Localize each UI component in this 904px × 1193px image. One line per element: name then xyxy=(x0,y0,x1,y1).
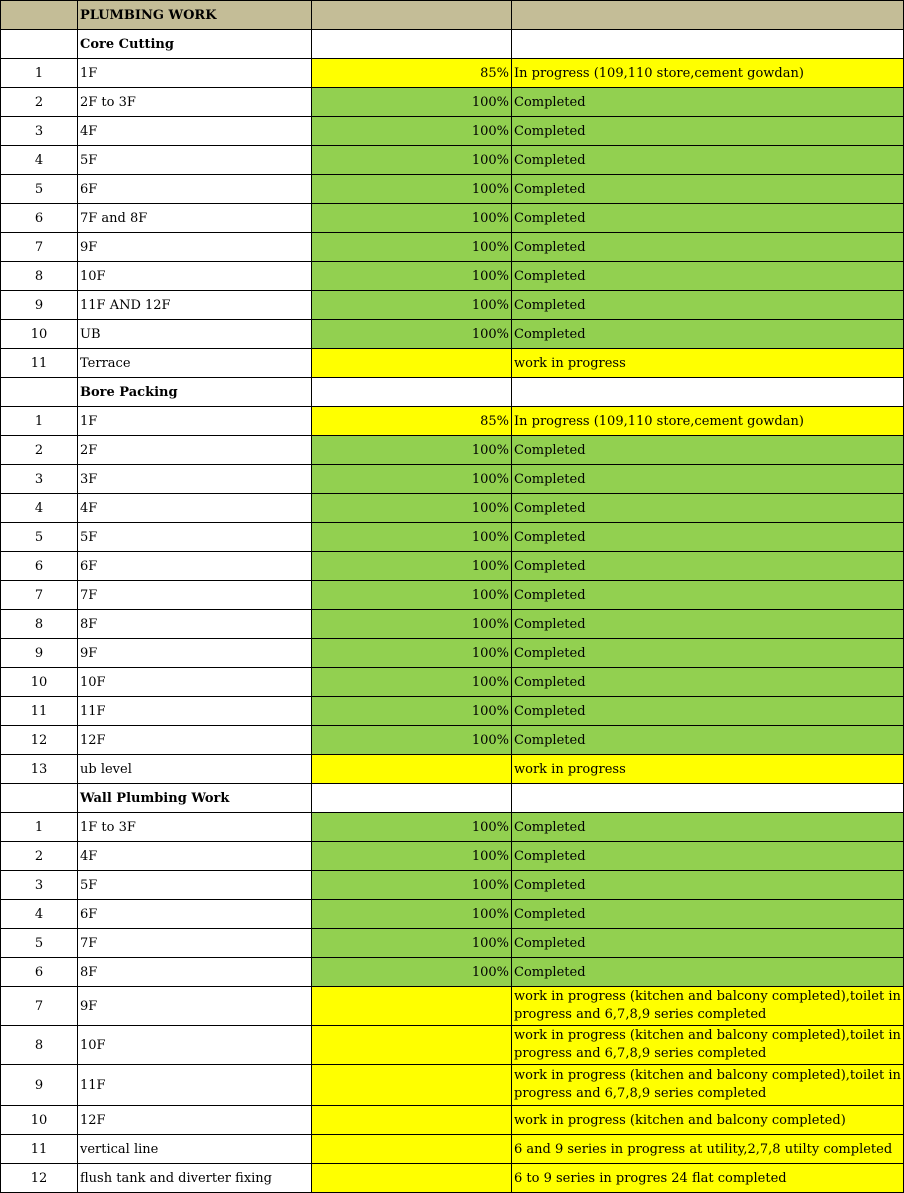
row-percent: 100% xyxy=(312,726,512,755)
row-item: 1F xyxy=(78,59,312,88)
row-status: Completed xyxy=(512,262,904,291)
table-row xyxy=(1,523,904,552)
row-status: Completed xyxy=(512,610,904,639)
row-number: 7 xyxy=(1,581,78,610)
row-number: 13 xyxy=(1,755,78,784)
table-body xyxy=(1,1,904,1193)
section-status-cell xyxy=(512,784,904,813)
row-status: work in progress xyxy=(512,755,904,784)
section-status-cell xyxy=(512,378,904,407)
row-item: 7F xyxy=(78,581,312,610)
row-number: 8 xyxy=(1,1026,78,1065)
table-row xyxy=(1,320,904,349)
row-number: 3 xyxy=(1,117,78,146)
row-number: 7 xyxy=(1,987,78,1026)
row-item: 11F xyxy=(78,697,312,726)
row-percent: 100% xyxy=(312,668,512,697)
row-percent xyxy=(312,1106,512,1135)
row-status: Completed xyxy=(512,523,904,552)
row-percent: 100% xyxy=(312,842,512,871)
row-status: Completed xyxy=(512,958,904,987)
table-row xyxy=(1,900,904,929)
table-row xyxy=(1,465,904,494)
row-item: 4F xyxy=(78,842,312,871)
section-header-row xyxy=(1,30,904,59)
table-row xyxy=(1,175,904,204)
row-percent xyxy=(312,1135,512,1164)
row-item: 3F xyxy=(78,465,312,494)
row-number: 9 xyxy=(1,1065,78,1106)
row-status: In progress (109,110 store,cement gowdan) xyxy=(512,59,904,88)
row-percent: 100% xyxy=(312,494,512,523)
row-status: Completed xyxy=(512,726,904,755)
row-percent: 100% xyxy=(312,436,512,465)
row-status: Completed xyxy=(512,900,904,929)
table-row xyxy=(1,1135,904,1164)
section-header-row xyxy=(1,378,904,407)
table-row xyxy=(1,436,904,465)
table-row xyxy=(1,726,904,755)
section-status-cell xyxy=(512,30,904,59)
row-number: 4 xyxy=(1,900,78,929)
row-status: Completed xyxy=(512,233,904,262)
row-number: 6 xyxy=(1,958,78,987)
row-number: 10 xyxy=(1,320,78,349)
row-percent: 100% xyxy=(312,175,512,204)
row-item: Terrace xyxy=(78,349,312,378)
row-status: Completed xyxy=(512,465,904,494)
row-percent: 100% xyxy=(312,146,512,175)
table-row xyxy=(1,88,904,117)
row-percent: 100% xyxy=(312,610,512,639)
row-number: 11 xyxy=(1,349,78,378)
row-percent: 100% xyxy=(312,465,512,494)
row-status: Completed xyxy=(512,842,904,871)
row-percent: 100% xyxy=(312,117,512,146)
row-percent: 100% xyxy=(312,871,512,900)
row-item: 10F xyxy=(78,262,312,291)
row-number: 5 xyxy=(1,929,78,958)
row-percent: 100% xyxy=(312,291,512,320)
row-item: 9F xyxy=(78,233,312,262)
row-status: work in progress xyxy=(512,349,904,378)
row-number: 2 xyxy=(1,842,78,871)
section-percent-cell xyxy=(312,30,512,59)
row-percent: 100% xyxy=(312,204,512,233)
row-status: work in progress (kitchen and balcony completed),toilet in progress and 6,7,8,9 series completed xyxy=(512,987,904,1026)
row-status: Completed xyxy=(512,668,904,697)
table-row xyxy=(1,987,904,1026)
row-number: 1 xyxy=(1,407,78,436)
row-percent: 100% xyxy=(312,929,512,958)
row-number: 3 xyxy=(1,871,78,900)
row-item: 7F xyxy=(78,929,312,958)
table-row xyxy=(1,1164,904,1193)
row-percent: 100% xyxy=(312,320,512,349)
table-row xyxy=(1,813,904,842)
row-percent: 100% xyxy=(312,697,512,726)
table-row xyxy=(1,842,904,871)
row-item: 5F xyxy=(78,871,312,900)
table-row xyxy=(1,639,904,668)
row-status: 6 to 9 series in progres 24 flat completed xyxy=(512,1164,904,1193)
row-item: 12F xyxy=(78,1106,312,1135)
table-row xyxy=(1,117,904,146)
section-no-cell xyxy=(1,784,78,813)
row-status: work in progress (kitchen and balcony completed),toilet in progress and 6,7,8,9 series completed xyxy=(512,1026,904,1065)
table-row xyxy=(1,146,904,175)
row-status: In progress (109,110 store,cement gowdan) xyxy=(512,407,904,436)
row-status: Completed xyxy=(512,88,904,117)
row-status: Completed xyxy=(512,813,904,842)
row-status: Completed xyxy=(512,929,904,958)
row-number: 11 xyxy=(1,697,78,726)
table-row xyxy=(1,668,904,697)
row-number: 8 xyxy=(1,610,78,639)
header-cell-percent xyxy=(312,1,512,30)
header-cell-no xyxy=(1,1,78,30)
row-number: 2 xyxy=(1,436,78,465)
row-status: 6 and 9 series in progress at utility,2,7,8 utilty completed xyxy=(512,1135,904,1164)
row-percent: 100% xyxy=(312,581,512,610)
row-percent: 100% xyxy=(312,262,512,291)
row-item: 6F xyxy=(78,552,312,581)
table-row xyxy=(1,233,904,262)
row-number: 5 xyxy=(1,523,78,552)
table-row xyxy=(1,59,904,88)
row-item: 9F xyxy=(78,639,312,668)
header-row xyxy=(1,1,904,30)
row-item: 1F xyxy=(78,407,312,436)
table-row xyxy=(1,610,904,639)
row-item: 2F xyxy=(78,436,312,465)
row-item: 2F to 3F xyxy=(78,88,312,117)
table-row xyxy=(1,552,904,581)
row-status: Completed xyxy=(512,320,904,349)
row-item: 10F xyxy=(78,1026,312,1065)
row-number: 6 xyxy=(1,552,78,581)
table-row xyxy=(1,494,904,523)
row-number: 7 xyxy=(1,233,78,262)
table-row xyxy=(1,204,904,233)
row-percent: 100% xyxy=(312,523,512,552)
table-row xyxy=(1,1106,904,1135)
row-percent: 85% xyxy=(312,59,512,88)
table-row xyxy=(1,697,904,726)
table-row xyxy=(1,349,904,378)
section-no-cell xyxy=(1,30,78,59)
row-number: 9 xyxy=(1,639,78,668)
table-row xyxy=(1,958,904,987)
section-title: Wall Plumbing Work xyxy=(78,784,312,813)
row-item: 4F xyxy=(78,117,312,146)
row-item: ub level xyxy=(78,755,312,784)
row-item: 9F xyxy=(78,987,312,1026)
table-row xyxy=(1,262,904,291)
row-item: 1F to 3F xyxy=(78,813,312,842)
row-item: 7F and 8F xyxy=(78,204,312,233)
row-item: 8F xyxy=(78,610,312,639)
row-number: 10 xyxy=(1,668,78,697)
row-percent: 100% xyxy=(312,958,512,987)
table-row xyxy=(1,291,904,320)
row-number: 9 xyxy=(1,291,78,320)
row-status: Completed xyxy=(512,581,904,610)
table-row xyxy=(1,1065,904,1106)
row-status: Completed xyxy=(512,146,904,175)
table-row xyxy=(1,581,904,610)
row-item: 11F AND 12F xyxy=(78,291,312,320)
row-percent xyxy=(312,349,512,378)
row-number: 1 xyxy=(1,813,78,842)
section-percent-cell xyxy=(312,784,512,813)
table-row xyxy=(1,871,904,900)
row-percent xyxy=(312,1164,512,1193)
section-title: Core Cutting xyxy=(78,30,312,59)
row-item: flush tank and diverter fixing xyxy=(78,1164,312,1193)
section-title: Bore Packing xyxy=(78,378,312,407)
row-status: Completed xyxy=(512,436,904,465)
row-item: 11F xyxy=(78,1065,312,1106)
row-number: 10 xyxy=(1,1106,78,1135)
row-status: Completed xyxy=(512,117,904,146)
row-number: 3 xyxy=(1,465,78,494)
table-row xyxy=(1,755,904,784)
row-item: 10F xyxy=(78,668,312,697)
row-status: Completed xyxy=(512,175,904,204)
row-percent: 100% xyxy=(312,88,512,117)
row-percent xyxy=(312,1026,512,1065)
row-status: Completed xyxy=(512,552,904,581)
row-item: 5F xyxy=(78,146,312,175)
row-percent: 100% xyxy=(312,552,512,581)
row-percent: 100% xyxy=(312,900,512,929)
section-percent-cell xyxy=(312,378,512,407)
row-status: Completed xyxy=(512,639,904,668)
row-item: UB xyxy=(78,320,312,349)
row-status: work in progress (kitchen and balcony completed),toilet in progress and 6,7,8,9 series completed xyxy=(512,1065,904,1106)
section-header-row xyxy=(1,784,904,813)
row-number: 6 xyxy=(1,204,78,233)
row-status: Completed xyxy=(512,204,904,233)
table-row xyxy=(1,1026,904,1065)
row-number: 1 xyxy=(1,59,78,88)
row-percent xyxy=(312,1065,512,1106)
row-percent xyxy=(312,987,512,1026)
row-status: Completed xyxy=(512,697,904,726)
row-status: Completed xyxy=(512,291,904,320)
row-status: work in progress (kitchen and balcony completed) xyxy=(512,1106,904,1135)
header-title: PLUMBING WORK xyxy=(78,1,312,30)
row-item: 6F xyxy=(78,175,312,204)
table-row xyxy=(1,929,904,958)
table-row xyxy=(1,407,904,436)
section-no-cell xyxy=(1,378,78,407)
row-percent: 100% xyxy=(312,233,512,262)
row-number: 5 xyxy=(1,175,78,204)
row-item: vertical line xyxy=(78,1135,312,1164)
row-number: 11 xyxy=(1,1135,78,1164)
row-item: 8F xyxy=(78,958,312,987)
row-item: 6F xyxy=(78,900,312,929)
header-cell-status xyxy=(512,1,904,30)
row-percent: 100% xyxy=(312,639,512,668)
row-item: 5F xyxy=(78,523,312,552)
row-number: 12 xyxy=(1,726,78,755)
row-status: Completed xyxy=(512,871,904,900)
row-percent: 85% xyxy=(312,407,512,436)
row-status: Completed xyxy=(512,494,904,523)
row-number: 4 xyxy=(1,494,78,523)
row-percent: 100% xyxy=(312,813,512,842)
row-number: 8 xyxy=(1,262,78,291)
row-number: 2 xyxy=(1,88,78,117)
row-item: 12F xyxy=(78,726,312,755)
row-number: 12 xyxy=(1,1164,78,1193)
row-number: 4 xyxy=(1,146,78,175)
row-percent xyxy=(312,755,512,784)
row-item: 4F xyxy=(78,494,312,523)
